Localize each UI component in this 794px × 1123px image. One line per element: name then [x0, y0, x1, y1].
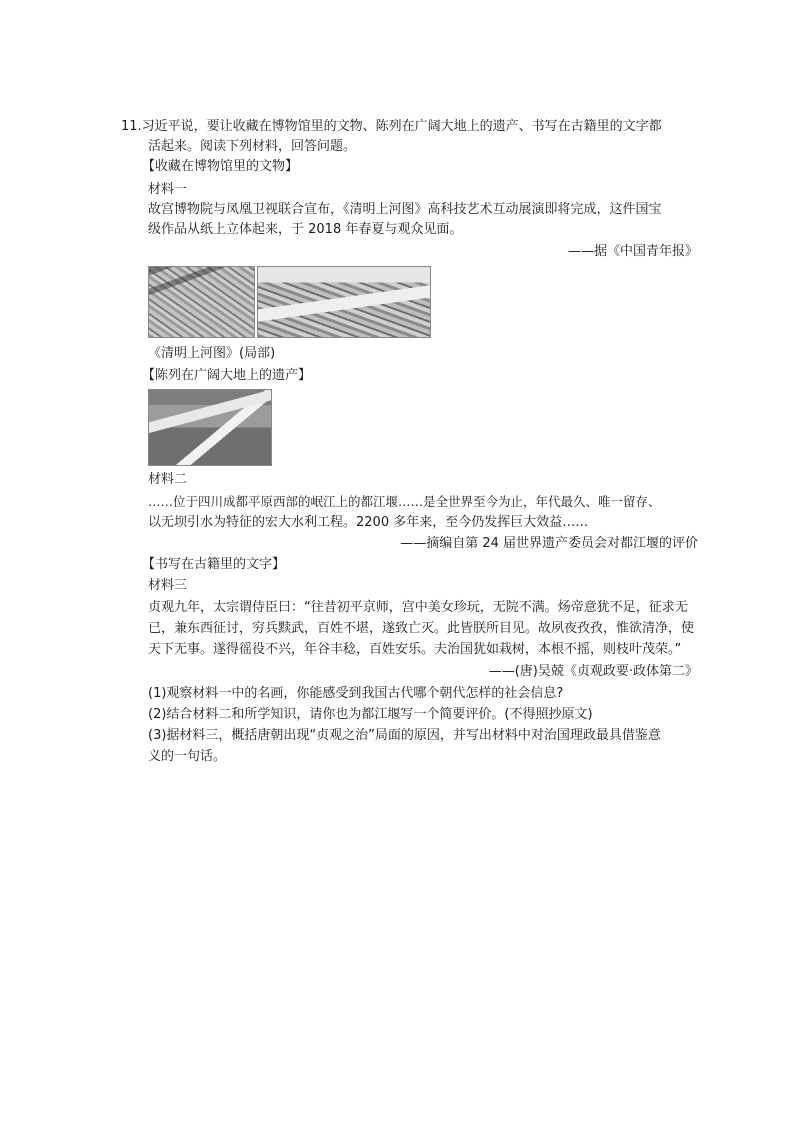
material1-label: 材料一 [148, 182, 188, 197]
question-2: (2)结合材料二和所学知识，请你也为都江堰写一个简要评价。(不得照抄原文) [148, 707, 593, 722]
material1-text-line2: 级作品从纸上立体起来，于 2018 年春夏与观众见面。 [148, 222, 463, 237]
question-1: (1)观察材料一中的名画，你能感受到我国古代哪个朝代怎样的社会信息? [148, 686, 564, 701]
section3-heading: 【书写在古籍里的文字】 [142, 557, 286, 572]
material2-text-line1: ……位于四川成都平原西部的岷江上的都江堰……是全世界至今为止，年代最久、唯一留存、 [148, 494, 661, 509]
material2-text-line2: 以无坝引水为特征的宏大水利工程。2200 多年来，至今仍发挥巨大效益…… [148, 515, 589, 530]
section2-heading: 【陈列在广阔大地上的遗产】 [142, 368, 312, 383]
dujiangyan-photo [148, 389, 272, 466]
painting-caption: 《清明上河图》(局部) [148, 346, 276, 361]
section1-heading: 【收藏在博物馆里的文物】 [142, 159, 299, 174]
question-3-line1: (3)据材料三，概括唐朝出现“贞观之治”局面的原因，并写出材料中对治国理政最具借鉴意 [148, 728, 661, 743]
material1-text-line1: 故宫博物院与凤凰卫视联合宣布，《清明上河图》高科技艺术互动展演即将完成，这件国宝 [148, 202, 662, 217]
question-intro-line1: 11.习近平说，要让收藏在博物馆里的文物、陈列在广阔大地上的遗产、书写在古籍里的文字都 [121, 119, 662, 134]
question-3-line2: 义的一句话。 [148, 749, 227, 764]
qingming-painting-right-image [257, 266, 431, 338]
material3-label: 材料三 [148, 578, 188, 593]
qingming-painting-left-image [148, 266, 255, 338]
material2-label: 材料二 [148, 472, 188, 487]
material3-source: ——(唐)吴兢《贞观政要·政体第二》 [488, 664, 698, 679]
material3-text-line1: 贞观九年，太宗谓侍臣曰：“往昔初平京师，宫中美女珍玩，无院不满。炀帝意犹不足，征求无 [148, 600, 688, 615]
material2-source: ——摘编自第 24 届世界遗产委员会对都江堰的评价 [400, 536, 698, 551]
material3-text-line2: 已，兼东西征讨，穷兵黩武，百姓不堪，遂致亡灭。此皆朕所目见。故夙夜孜孜，惟欲清净，使 [148, 621, 695, 636]
question-intro-line2: 活起来。阅读下列材料，回答问题。 [148, 139, 357, 154]
material3-text-line3: 天下无事。遂得徭役不兴，年谷丰稔，百姓安乐。夫治国犹如栽树，本根不摇，则枝叶茂荣。” [148, 642, 682, 657]
material1-source: ——据《中国青年报》 [567, 244, 698, 259]
